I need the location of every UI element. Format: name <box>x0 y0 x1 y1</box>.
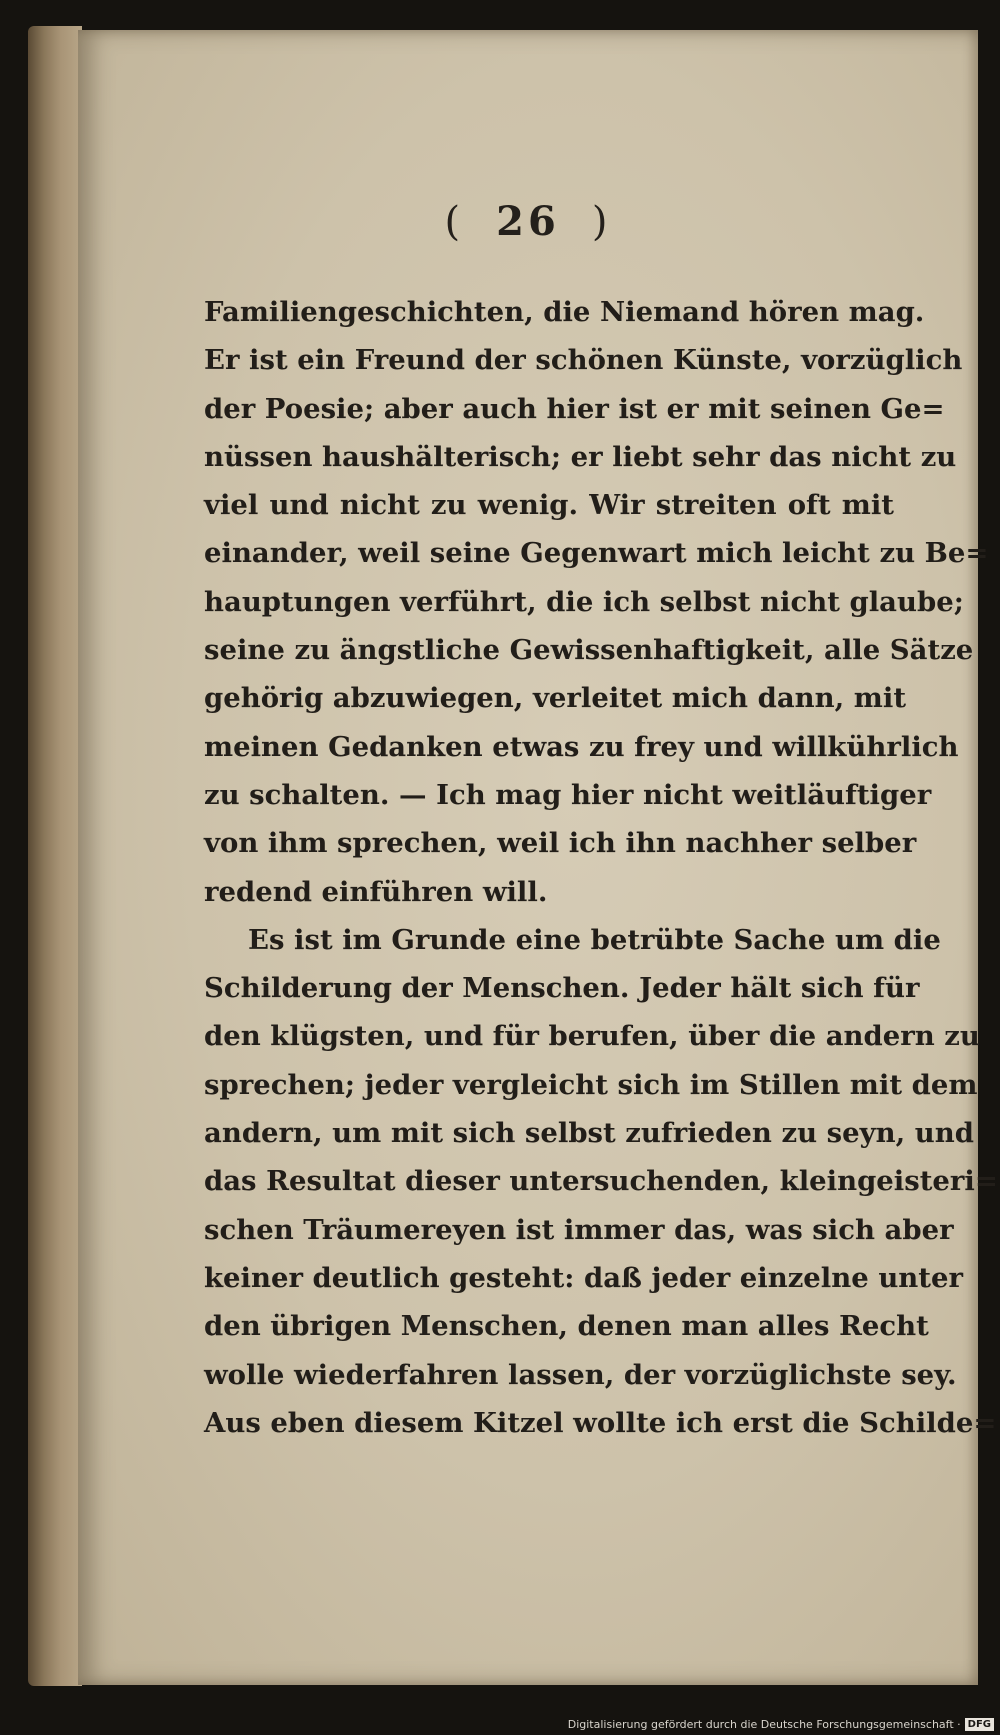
text-line: seine zu ängstliche Gewissenhaftigkeit, alle Sätze <box>204 634 974 667</box>
text-line: Schilderung der Menschen. Jeder hält sich für <box>204 972 920 1005</box>
text-line: hauptungen verführt, die ich selbst nicht glaube; <box>204 585 964 618</box>
text-line: der Poesie; aber auch hier ist er mit seinen Ge= <box>204 392 945 425</box>
text-line: nüssen haushälterisch; er liebt sehr das nicht zu <box>204 440 957 473</box>
page-number-close-paren: ) <box>591 199 612 245</box>
text-line: das Resultat dieser untersuchenden, kleingeisteri= <box>204 1165 998 1198</box>
dfg-logo: DFG <box>965 1718 994 1731</box>
text-line: andern, um mit sich selbst zufrieden zu seyn, und <box>204 1117 974 1150</box>
text-line: wolle wiederfahren lassen, der vorzüglichste sey. <box>204 1358 957 1391</box>
digitization-credit <box>568 1718 994 1731</box>
text-line: zu schalten. — Ich mag hier nicht weitläuftiger <box>204 778 932 811</box>
digitization-credit-text: Digitalisierung gefördert durch die Deutsche Forschungsgemeinschaft · <box>567 1718 961 1731</box>
page-paper <box>78 30 998 1685</box>
page-number-value: 26 <box>496 198 560 245</box>
text-line: schen Träumereyen ist immer das, was sich aber <box>204 1213 954 1246</box>
text-line: viel und nicht zu wenig. Wir streiten oft mit <box>204 489 894 522</box>
text-line-paragraph-end: redend einführen will. <box>204 875 548 908</box>
text-line: gehörig abzuwiegen, verleitet mich dann, mit <box>204 682 907 715</box>
text-line: sprechen; jeder vergleicht sich im Stillen mit dem <box>204 1068 978 1101</box>
text-line: von ihm sprechen, weil ich ihn nachher selber <box>204 827 917 860</box>
text-line: Familiengeschichten, die Niemand hören mag. <box>204 296 925 328</box>
book-page-edges <box>28 26 82 1686</box>
text-line: Aus eben diesem Kitzel wollte ich erst die Schilde= <box>204 1406 997 1439</box>
page-number <box>78 198 978 245</box>
text-line-paragraph-start: Es ist im Grunde eine betrübte Sache um die <box>248 923 941 956</box>
text-line: Er ist ein Freund der schönen Künste, vorzüglich <box>204 344 963 377</box>
text-line: den übrigen Menschen, denen man alles Recht <box>204 1310 929 1343</box>
body-text <box>204 288 998 1447</box>
text-line: keiner deutlich gesteht: daß jeder einzelne unter <box>204 1261 963 1294</box>
page-number-open-paren: ( <box>444 199 465 245</box>
text-line: meinen Gedanken etwas zu frey und willkührlich <box>204 730 959 763</box>
text-line: einander, weil seine Gegenwart mich leicht zu Be= <box>204 537 989 570</box>
text-line: den klügsten, und für berufen, über die andern zu <box>204 1020 980 1053</box>
